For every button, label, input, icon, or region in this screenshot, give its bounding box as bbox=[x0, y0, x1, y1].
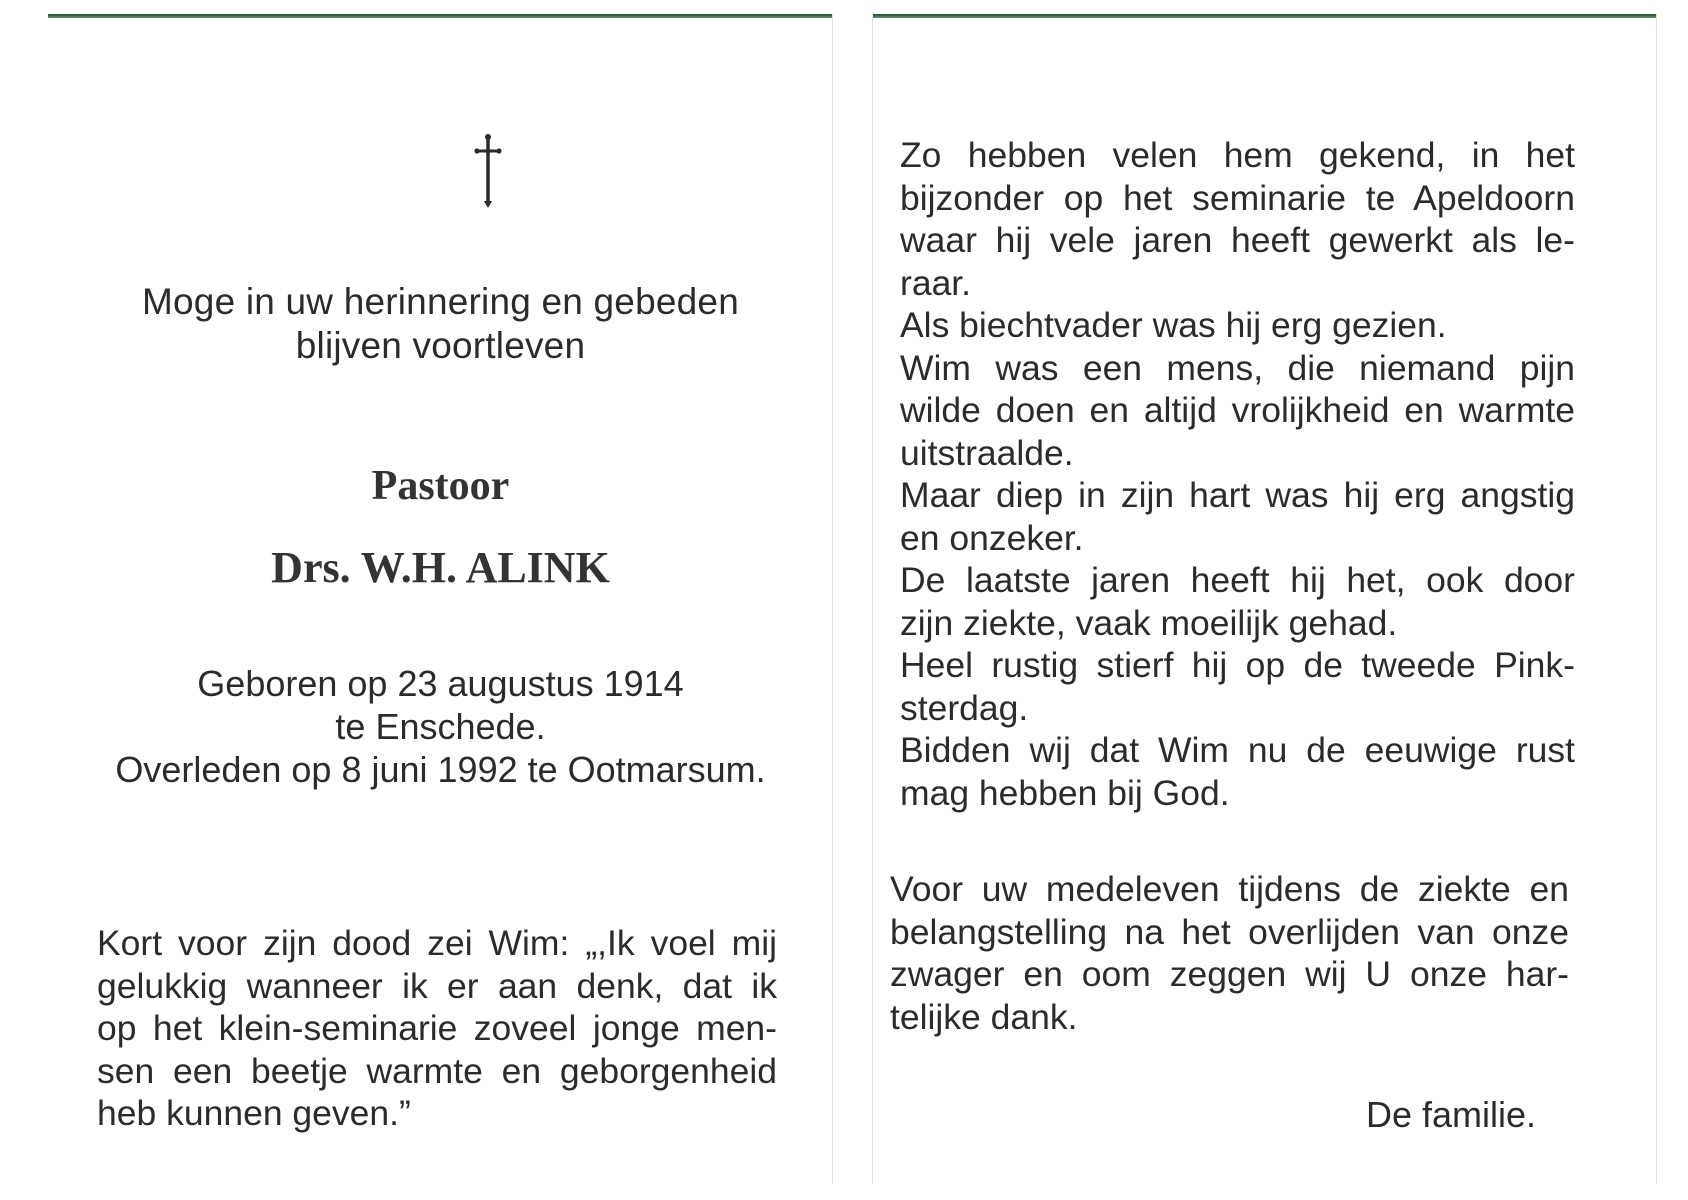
deceased-title: Pastoor bbox=[371, 463, 510, 509]
story-line: mag hebben bij God. bbox=[900, 772, 1230, 813]
story-line: bijzonder op het seminarie te Apeldoorn bbox=[900, 177, 1575, 218]
card-top-edge bbox=[873, 14, 1656, 18]
story-line: uitstraalde. bbox=[900, 432, 1074, 473]
death-line: Overleden op 8 juni 1992 te Ootmarsum. bbox=[115, 749, 766, 790]
quote-line: op het klein-seminarie zoveel jonge men- bbox=[97, 1008, 777, 1048]
life-story-paragraph bbox=[900, 134, 1575, 814]
story-line: waar hij vele jaren heeft gewerkt als le- bbox=[900, 220, 1575, 260]
birth-place-line: te Enschede. bbox=[335, 706, 546, 747]
quote-line: heb kunnen geven.” bbox=[97, 1093, 411, 1133]
story-line: wilde doen en altijd vrolijkheid en warmte bbox=[900, 390, 1575, 430]
thanks-line: zwager en oom zeggen wij U onze har- bbox=[890, 954, 1569, 994]
story-line: raar. bbox=[900, 262, 972, 303]
life-dates bbox=[48, 662, 833, 791]
memorial-card-left-page bbox=[48, 14, 833, 1184]
remembrance-line: blijven voortleven bbox=[295, 325, 586, 366]
thanks-line: telijke dank. bbox=[890, 996, 1078, 1037]
card-top-edge bbox=[48, 14, 832, 18]
family-signature: De familie. bbox=[1366, 1094, 1537, 1135]
story-line: Bidden wij dat Wim nu de eeuwige rust bbox=[900, 730, 1575, 770]
story-line: Maar diep in zijn hart was hij erg angstig bbox=[900, 475, 1575, 515]
quote-line: Kort voor zijn dood zei Wim: „,Ik voel mij bbox=[97, 923, 777, 963]
story-line: Heel rustig stierf hij op de tweede Pink- bbox=[900, 645, 1575, 685]
remembrance-text bbox=[48, 280, 833, 368]
memorial-card-right-page bbox=[872, 14, 1657, 1184]
thanks-paragraph bbox=[890, 868, 1569, 1038]
quote-line: sen een beetje warmte en geborgenheid bbox=[97, 1050, 777, 1091]
quote-line: gelukkig wanneer ik er aan denk, dat ik bbox=[97, 965, 777, 1006]
remembrance-line: Moge in uw herinnering en gebeden bbox=[142, 281, 739, 322]
story-line: Zo hebben velen hem gekend, in het bbox=[900, 135, 1575, 175]
birth-date-line: Geboren op 23 augustus 1914 bbox=[197, 663, 684, 704]
story-line: zijn ziekte, vaak moeilijk gehad. bbox=[900, 602, 1398, 643]
story-line: en onzeker. bbox=[900, 517, 1084, 558]
story-line: De laatste jaren heeft hij het, ook door bbox=[900, 560, 1575, 600]
cross-icon bbox=[468, 129, 508, 209]
story-line: Als biechtvader was hij erg gezien. bbox=[900, 305, 1447, 345]
quote-paragraph bbox=[97, 922, 777, 1135]
deceased-name: Drs. W.H. ALINK bbox=[271, 543, 610, 592]
story-line: Wim was een mens, die niemand pijn bbox=[900, 347, 1575, 388]
thanks-line: belangstelling na het overlijden van onze bbox=[890, 911, 1569, 952]
story-line: sterdag. bbox=[900, 687, 1029, 728]
thanks-line: Voor uw medeleven tijdens de ziekte en bbox=[890, 869, 1569, 909]
